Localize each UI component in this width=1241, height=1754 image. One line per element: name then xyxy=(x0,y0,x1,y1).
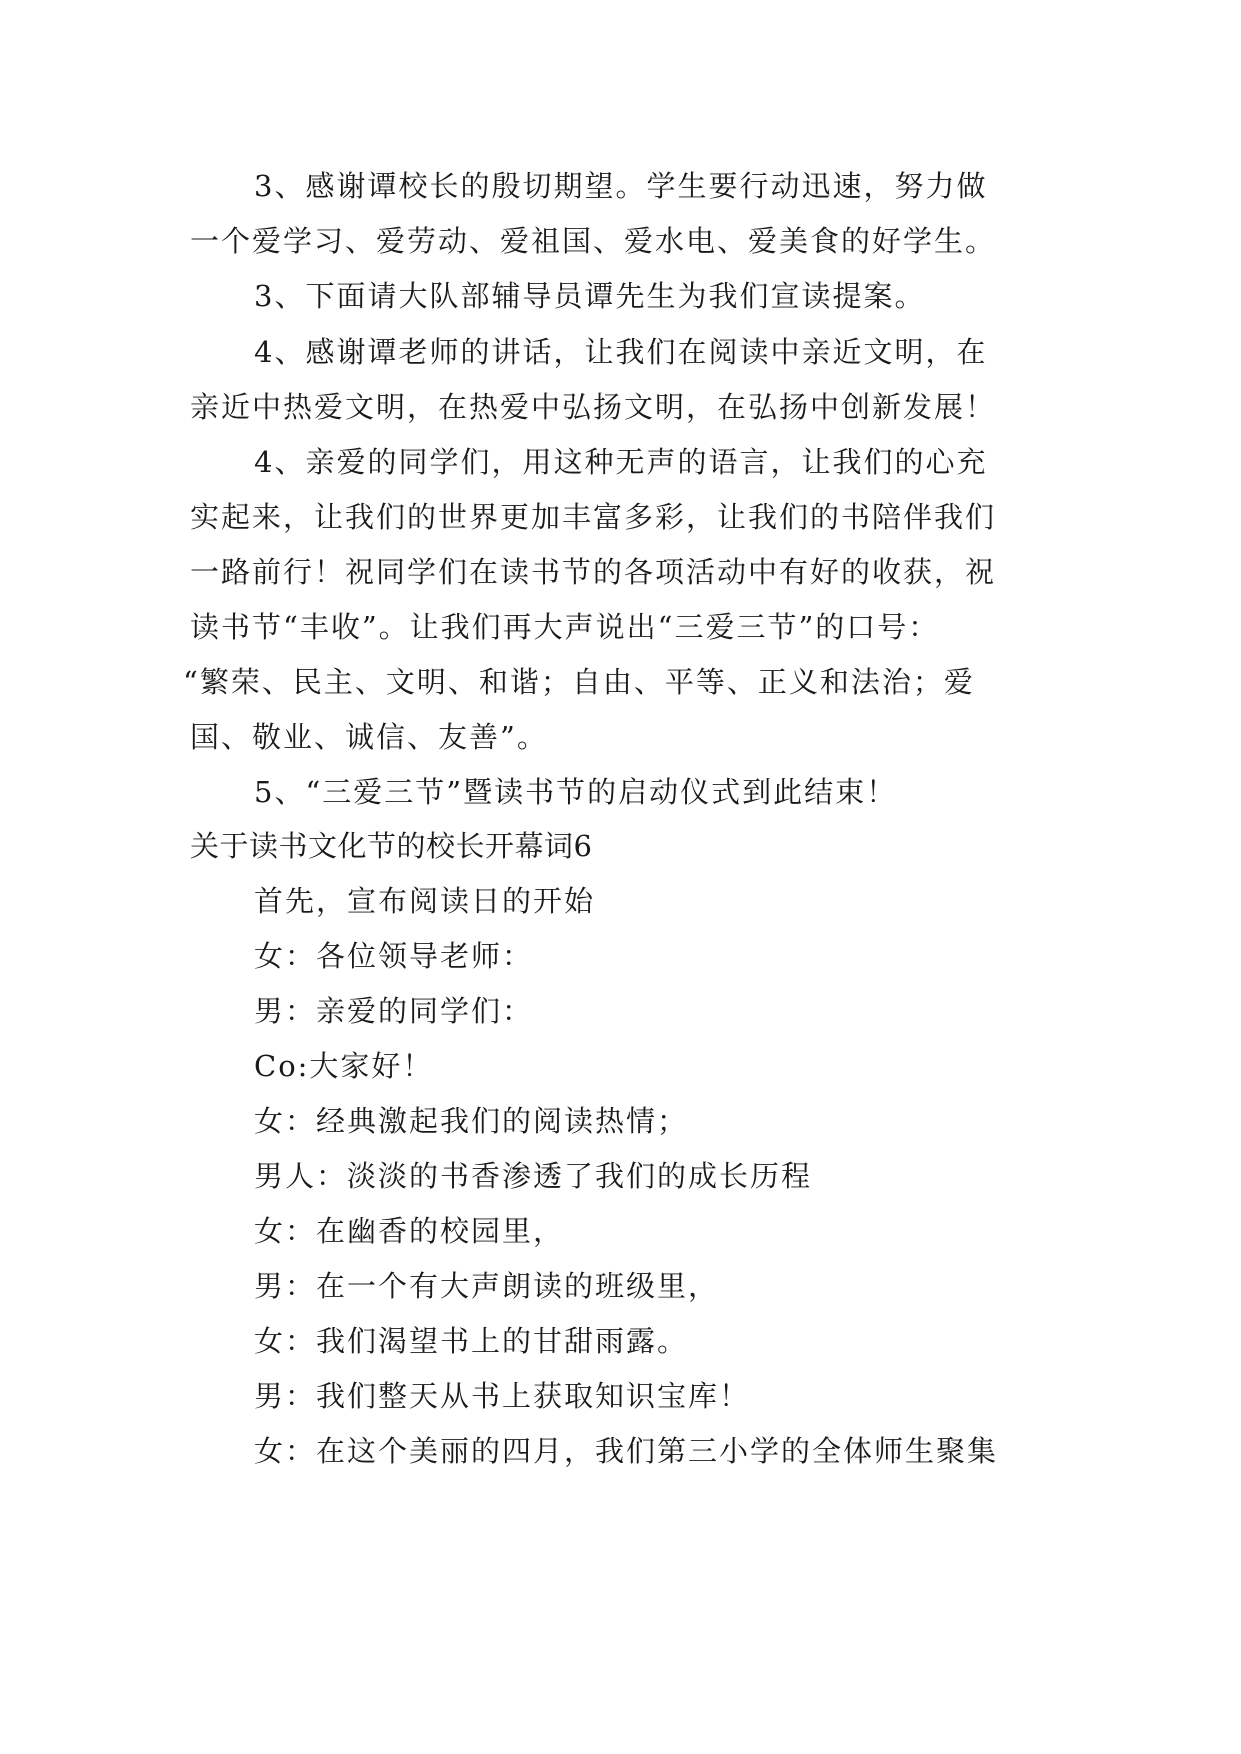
script-line: 女：我们渴望书上的甘甜雨露。 xyxy=(254,1324,689,1358)
paragraph-line: 4、亲爱的同学们，用这种无声的语言，让我们的心充 xyxy=(254,445,988,479)
paragraph-line: 一路前行！祝同学们在读书节的各项活动中有好的收获，祝 xyxy=(190,555,997,589)
script-line: 女：在幽香的校园里， xyxy=(254,1214,565,1248)
paragraph-line: 3、感谢谭校长的殷切期望。学生要行动迅速，努力做 xyxy=(254,169,988,203)
paragraph-line: 国、敬业、诚信、友善”。 xyxy=(190,720,548,754)
script-line: 首先，宣布阅读日的开始 xyxy=(254,884,596,918)
script-line: 男：在一个有大声朗读的班级里， xyxy=(254,1269,720,1303)
paragraph-line: 亲近中热爱文明，在热爱中弘扬文明，在弘扬中创新发展！ xyxy=(190,390,997,424)
paragraph-line: 实起来，让我们的世界更加丰富多彩，让我们的书陪伴我们 xyxy=(190,500,997,534)
section-heading: 关于读书文化节的校长开幕词6 xyxy=(190,829,593,863)
paragraph-line: 3、下面请大队部辅导员谭先生为我们宣读提案。 xyxy=(254,279,926,313)
script-line: 男：我们整天从书上获取知识宝库！ xyxy=(254,1379,751,1413)
script-line: Co:大家好！ xyxy=(254,1049,434,1083)
paragraph-line: 读书节“丰收”。让我们再大声说出“三爱三节”的口号： xyxy=(190,610,940,644)
paragraph-line: 4、感谢谭老师的讲话，让我们在阅读中亲近文明，在 xyxy=(254,335,988,369)
paragraph-line: 5、“三爱三节”暨读书节的启动仪式到此结束！ xyxy=(254,775,898,809)
paragraph-line: “繁荣、民主、文明、和谐；自由、平等、正义和法治；爱 xyxy=(183,665,975,699)
script-line: 女：各位领导老师： xyxy=(254,939,534,973)
script-line: 男：亲爱的同学们： xyxy=(254,994,534,1028)
script-line: 女：经典激起我们的阅读热情； xyxy=(254,1104,689,1138)
paragraph-line: 一个爱学习、爱劳动、爱祖国、爱水电、爱美食的好学生。 xyxy=(190,224,997,258)
script-line: 男人：淡淡的书香渗透了我们的成长历程 xyxy=(254,1159,813,1193)
script-line: 女：在这个美丽的四月，我们第三小学的全体师生聚集 xyxy=(254,1434,999,1468)
